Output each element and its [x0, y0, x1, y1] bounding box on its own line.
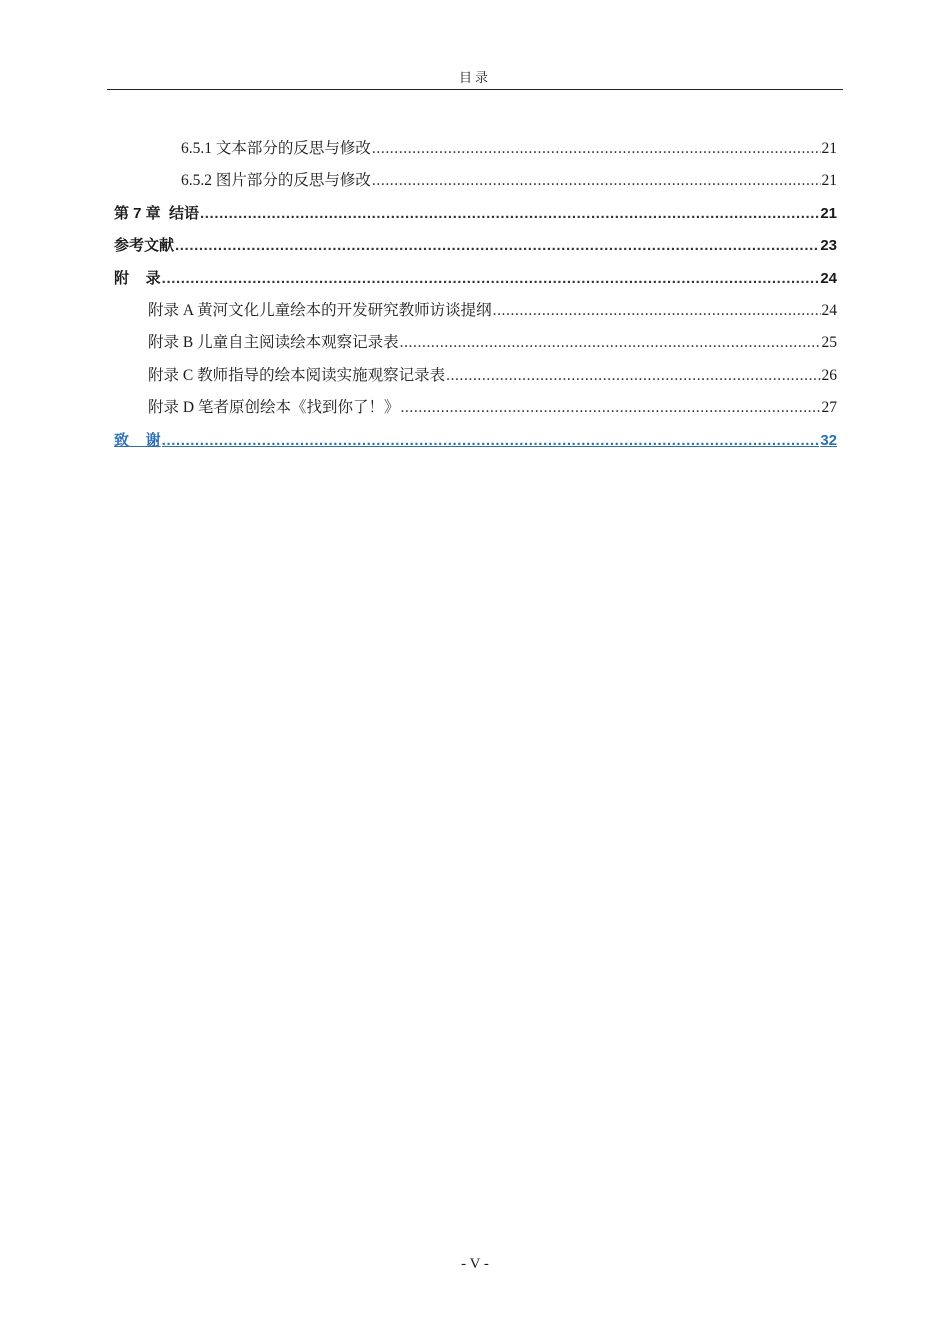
- toc-dot-leader: [446, 365, 820, 387]
- toc-entry-appendix-a[interactable]: [114, 300, 837, 332]
- toc-entry-title: 附录 B 儿童自主阅读绘本观察记录表: [148, 334, 399, 352]
- toc-entry-title: 6.5.1 文本部分的反思与修改: [181, 140, 371, 157]
- toc-entry-page: 21: [820, 204, 837, 222]
- toc-dot-leader: [400, 397, 820, 419]
- toc-entry-title: 附录 D 笔者原创绘本《找到你了！》: [148, 399, 400, 417]
- toc-entry-title: 致 谢: [114, 431, 161, 449]
- toc-entry-chapter-7[interactable]: [114, 203, 837, 235]
- toc-entry-page: 21: [821, 172, 837, 190]
- table-of-contents: [114, 138, 837, 462]
- toc-dot-leader: [372, 170, 821, 192]
- toc-dot-leader: [175, 235, 819, 257]
- toc-entry-page: 23: [820, 237, 837, 255]
- toc-entry-appendix[interactable]: [114, 268, 837, 300]
- toc-dot-leader: [162, 268, 820, 290]
- page-number: [0, 1256, 950, 1273]
- toc-entry-page: 24: [820, 269, 837, 287]
- toc-dot-leader: [400, 332, 821, 354]
- footer-page-number: - V -: [461, 1256, 489, 1272]
- toc-entry-page: 26: [821, 366, 837, 384]
- toc-entry-references[interactable]: [114, 235, 837, 267]
- toc-entry-title: 附录 C 教师指导的绘本阅读实施观察记录表: [148, 366, 446, 384]
- toc-dot-leader: [162, 430, 820, 452]
- page-header: [107, 68, 843, 90]
- toc-entry-title: 6.5.2 图片部分的反思与修改: [181, 172, 371, 190]
- toc-entry-page: 21: [821, 140, 837, 157]
- toc-entry-6-5-1[interactable]: [114, 138, 837, 170]
- toc-entry-appendix-d[interactable]: [114, 397, 837, 429]
- toc-dot-leader: [372, 138, 821, 160]
- toc-entry-acknowledgements[interactable]: [114, 430, 837, 462]
- header-title: 目录: [458, 70, 491, 85]
- toc-entry-page: 27: [821, 399, 837, 417]
- toc-entry-page: 24: [821, 301, 837, 319]
- toc-entry-title: 第 7 章 结语: [114, 204, 200, 222]
- toc-dot-leader: [200, 203, 819, 225]
- toc-entry-title: 参考文献: [114, 237, 175, 255]
- toc-entry-title: 附录 A 黄河文化儿童绘本的开发研究教师访谈提纲: [148, 301, 492, 319]
- toc-entry-appendix-c[interactable]: [114, 365, 837, 397]
- toc-entry-page: 25: [821, 334, 837, 352]
- toc-entry-appendix-b[interactable]: [114, 332, 837, 364]
- toc-dot-leader: [493, 300, 821, 322]
- toc-entry-title: 附 录: [114, 269, 161, 287]
- toc-entry-page: 32: [820, 431, 837, 449]
- toc-entry-6-5-2[interactable]: [114, 170, 837, 202]
